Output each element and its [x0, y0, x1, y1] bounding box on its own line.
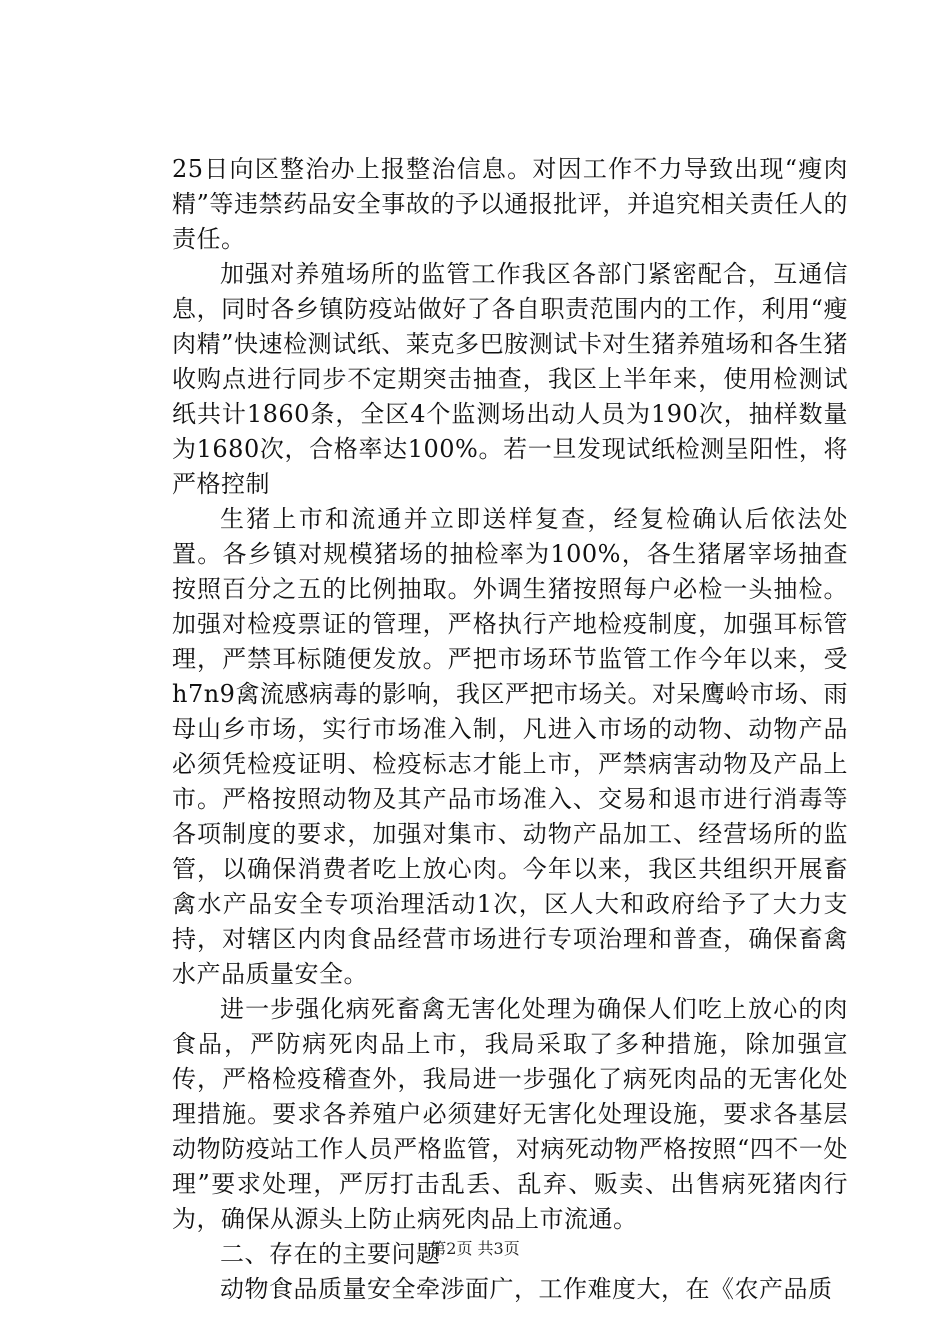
paragraph-3: 生猪上市和流通并立即送样复查，经复检确认后依法处置。各乡镇对规模猪场的抽检率为100%，各生猪屠宰场抽查按照百分之五的比例抽取。外调生猪按照每户必检一头抽检。加强对检疫票证的管理，严格执行产地检疫制度，加强耳标管理，严禁耳标随便发放。严把市场环节监管工作今年以来，受h7n9禽流感病毒的影响，我区严把市场关。对呆鹰岭市场、雨母山乡市场，实行市场准入制，凡进入市场的动物、动物产品必须凭检疫证明、检疫标志才能上市，严禁病害动物及产品上市。严格按照动物及其产品市场准入、交易和退市进行消毒等各项制度的要求，加强对集市、动物产品加工、经营场所的监管，以确保消费者吃上放心肉。今年以来，我区共组织开展畜禽水产品安全专项治理活动1次，区人大和政府给予了大力支持，对辖区内肉食品经营市场进行专项治理和普查，确保畜禽水产品质量安全。 [172, 505, 848, 988]
document-body [172, 152, 848, 1307]
paragraph-1: 25日向区整治办上报整治信息。对因工作不力导致出现“瘦肉精”等违禁药品安全事故的予以通报批评，并追究相关责任人的责任。 [172, 155, 848, 253]
section-heading: 二、存在的主要问题 [220, 1240, 441, 1268]
page-footer: 第2页 共3页 [430, 1239, 520, 1258]
paragraph-4: 进一步强化病死畜禽无害化处理为确保人们吃上放心的肉食品，严防病死肉品上市，我局采取了多种措施，除加强宣传，严格检疫稽查外，我局进一步强化了病死肉品的无害化处理措施。要求各养殖户必须建好无害化处理设施，要求各基层动物防疫站工作人员严格监管，对病死动物严格按照“四不一处理”要求处理，严厉打击乱丢、乱弃、贩卖、出售病死猪肉行为，确保从源头上防止病死肉品上市流通。 [172, 995, 848, 1233]
paragraph-2: 加强对养殖场所的监管工作我区各部门紧密配合，互通信息，同时各乡镇防疫站做好了各自职责范围内的工作，利用“瘦肉精”快速检测试纸、莱克多巴胺测试卡对生猪养殖场和各生猪收购点进行同步不定期突击抽查，我区上半年来，使用检测试纸共计1860条，全区4个监测场出动人员为190次，抽样数量为1680次，合格率达100%。若一旦发现试纸检测呈阳性，将严格控制 [172, 260, 848, 498]
paragraph-5: 动物食品质量安全牵涉面广，工作难度大，在《农产品质 [220, 1275, 833, 1303]
